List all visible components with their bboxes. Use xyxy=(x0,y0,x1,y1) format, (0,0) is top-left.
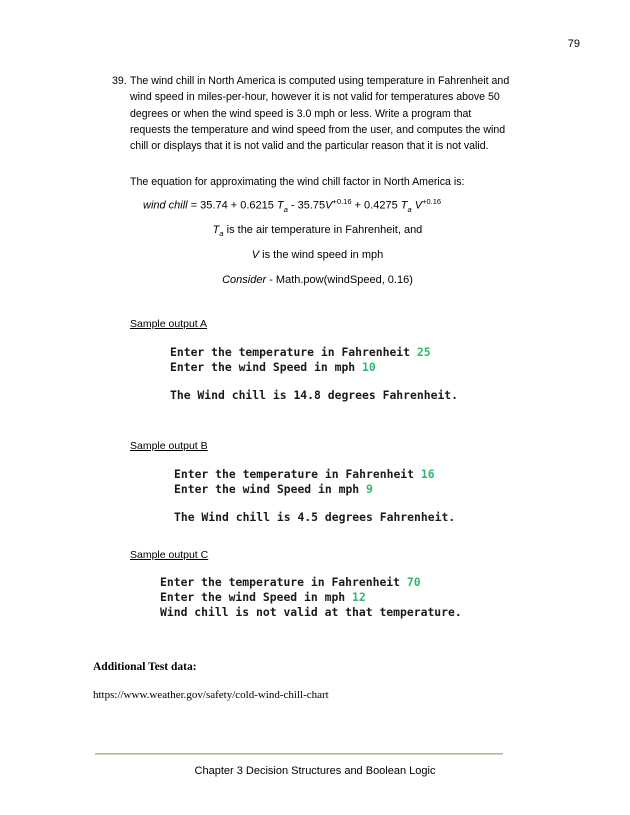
sample-c-line2 xyxy=(160,590,366,604)
equation-part1: = 35.74 + 0.6215 xyxy=(187,199,277,212)
equation-lhs: wind chill xyxy=(143,199,188,212)
sample-b-result: The Wind chill is 4.5 degrees Fahrenheit. xyxy=(174,510,456,524)
sample-a-line1 xyxy=(170,345,431,359)
footer-divider xyxy=(95,753,503,755)
equation-ta1-sub: a xyxy=(283,204,288,214)
sample-b-label: Sample output B xyxy=(130,440,208,452)
sample-c-prompt2: Enter the wind Speed in mph xyxy=(160,590,353,604)
wind-chill-equation xyxy=(143,197,441,214)
sample-b-input1: 16 xyxy=(420,467,435,481)
sample-a-input1: 25 xyxy=(416,345,431,359)
equation-intro: The equation for approximating the wind chill factor in North America is: xyxy=(130,176,465,188)
problem-text: The wind chill in North America is computed using temperature in Fahrenheit and wind speed in miles-per-hour, however it is not valid for temperatures above 50 degrees or when the wind speed is 3.0 mph or less. Write a program that requests the temperature and wind speed from the user, and computes the wind chill or displays that it is not valid and the particular reason that it is not valid. xyxy=(130,75,510,153)
sample-b-input2: 9 xyxy=(366,482,373,496)
sample-c-prompt1: Enter the temperature in Fahrenheit xyxy=(160,575,407,589)
equation-ta2-sub: a xyxy=(407,204,412,214)
additional-test-data-heading: Additional Test data: xyxy=(93,661,197,673)
sample-a-label: Sample output A xyxy=(130,318,208,330)
equation-part2: - 35.75 xyxy=(287,199,326,212)
chapter-footer: Chapter 3 Decision Structures and Boolean Logic xyxy=(194,765,436,777)
sample-c-label: Sample output C xyxy=(130,549,209,561)
consider-text: - Math.pow(windSpeed, 0.16) xyxy=(266,274,413,286)
equation-part3: + 0.4275 xyxy=(351,199,401,212)
ta-definition-text: is the air temperature in Fahrenheit, and xyxy=(223,224,423,236)
equation-ta1: T xyxy=(276,199,284,212)
equation-ta2: T xyxy=(400,199,408,212)
v-definition-text: is the wind speed in mph xyxy=(259,249,384,261)
sample-c-line1 xyxy=(160,575,421,589)
sample-a-prompt2: Enter the wind Speed in mph xyxy=(170,360,363,374)
equation-v2: V xyxy=(411,199,423,212)
page-number: 79 xyxy=(567,38,580,50)
sample-c-input2: 12 xyxy=(352,590,366,604)
equation-exp2: +0.16 xyxy=(422,197,442,206)
ta-symbol: T xyxy=(212,224,220,236)
consider-word: Consider xyxy=(222,274,267,286)
sample-a-result: The Wind chill is 14.8 degrees Fahrenheit. xyxy=(170,388,459,402)
ta-subscript: a xyxy=(219,229,224,239)
sample-a-prompt1: Enter the temperature in Fahrenheit xyxy=(170,345,417,359)
sample-b-line2 xyxy=(174,482,373,496)
problem-number: 39. xyxy=(112,75,127,87)
sample-c-result: Wind chill is not valid at that temperature. xyxy=(160,605,462,619)
equation-exp1: +0.16 xyxy=(332,197,352,206)
sample-c-input1: 70 xyxy=(406,575,421,589)
sample-a-line2 xyxy=(170,360,376,374)
consider-hint xyxy=(130,274,505,286)
sample-b-prompt2: Enter the wind Speed in mph xyxy=(174,482,367,496)
sample-b-line1 xyxy=(174,467,435,481)
v-symbol: V xyxy=(251,249,260,261)
equation-v1: V xyxy=(325,199,333,212)
sample-a-input2: 10 xyxy=(362,360,376,374)
sample-b-prompt1: Enter the temperature in Fahrenheit xyxy=(174,467,421,481)
definition-ta xyxy=(130,224,505,238)
definition-v xyxy=(130,249,505,261)
weather-url-link[interactable]: https://www.weather.gov/safety/cold-wind-chill-chart xyxy=(93,689,329,701)
